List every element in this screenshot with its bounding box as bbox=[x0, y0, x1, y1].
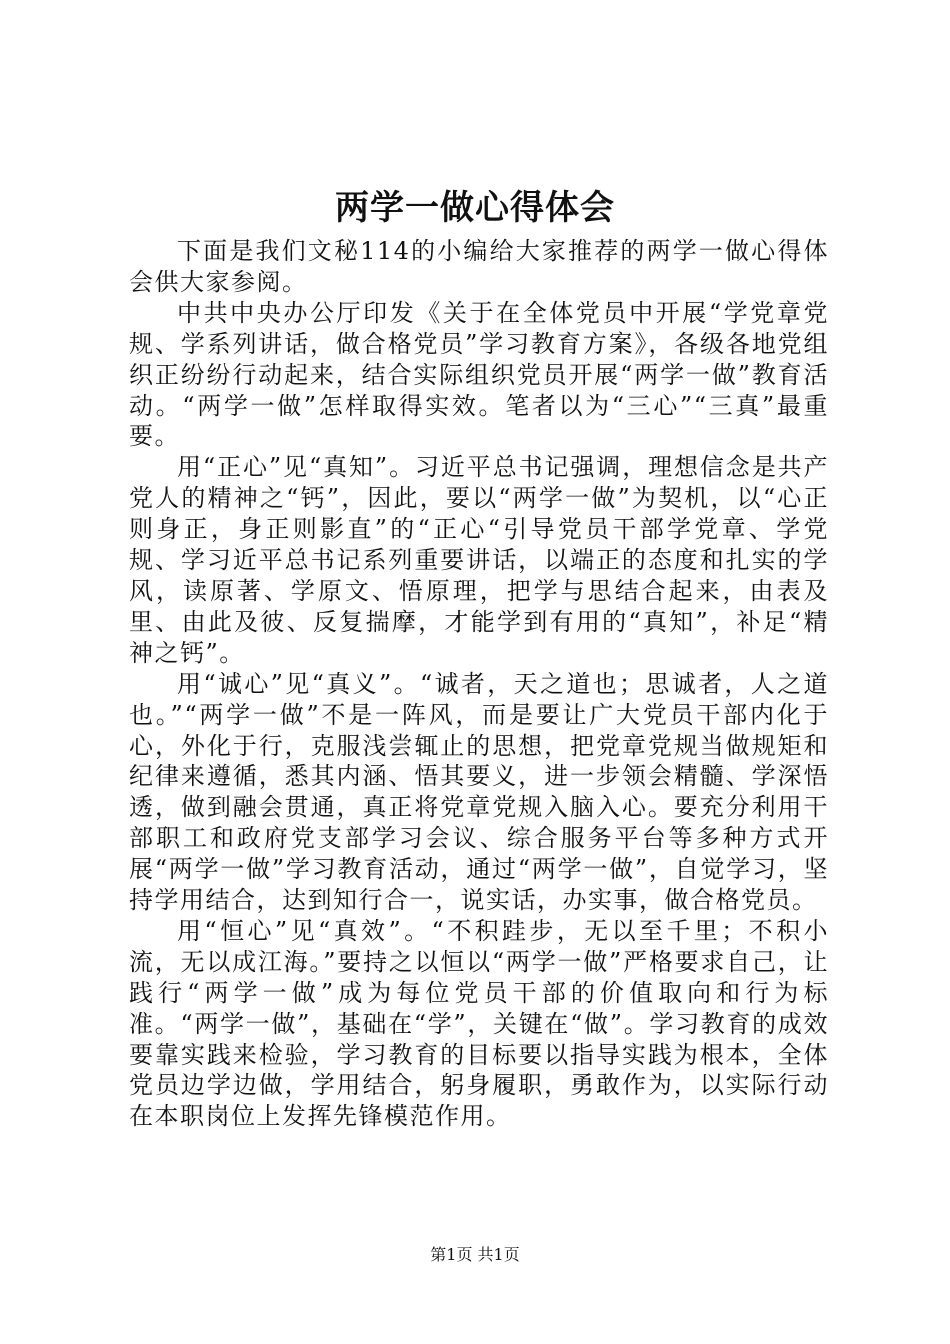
paragraph-hengxin: 用“恒心”见“真效”。“不积跬步，无以至千里；不积小流，无以成江海。”要持之以恒以“两学一做”严格要求自己，让践行“两学一做”成为每位党员干部的价值取向和行为标准。“两学一做”，基础在“学”，关键在“做”。学习教育的成效要靠实践来检验，学习教育的目标要以指导实践为根本，全体党员边学边做，学用结合，躬身履职，勇敢作为，以实际行动在本职岗位上发挥先锋模范作用。 bbox=[129, 916, 829, 1131]
paragraph-intro: 下面是我们文秘114的小编给大家推荐的两学一做心得体会供大家参阅。 bbox=[129, 237, 829, 296]
document-title: 两学一做心得体会 bbox=[335, 188, 615, 228]
paragraph-chengxin: 用“诚心”见“真义”。“诚者，天之道也；思诚者，人之道也。”“两学一做”不是一阵风，而是要让广大党员干部内化于心，外化于行，克服浅尝辄止的思想，把党章党规当做规矩和纪律来遵循，悉其内涵、悟其要义，进一步领会精髓、学深悟透，做到融会贯通，真正将党章党规入脑入心。要充分利用干部职工和政府党支部学习会议、综合服务平台等多种方式开展“两学一做”学习教育活动，通过“两学一做”，自觉学习，坚持学用结合，达到知行合一，说实话，办实事，做合格党员。 bbox=[129, 669, 829, 915]
page-footer: 第1页 共1页 bbox=[430, 1245, 520, 1264]
paragraph-zhengxin: 用“正心”见“真知”。习近平总书记强调，理想信念是共产党人的精神之“钙”，因此，要以“两学一做”为契机，以“心正则身正，身正则影直”的“正心“引导党员干部学党章、学党规、学习近平总书记系列重要讲话，以端正的态度和扎实的学风，读原著、学原文、悟原理，把学与思结合起来，由表及里、由此及彼、反复揣摩，才能学到有用的“真知”，补足“精神之钙”。 bbox=[129, 453, 829, 667]
paragraph-background: 中共中央办公厅印发《关于在全体党员中开展“学党章党规、学系列讲话，做合格党员”学习教育方案》，各级各地党组织正纷纷行动起来，结合实际组织党员开展“两学一做”教育活动。“两学一做”怎样取得实效。笔者以为“三心”“三真”最重要。 bbox=[129, 298, 829, 451]
document-body bbox=[129, 236, 829, 1132]
